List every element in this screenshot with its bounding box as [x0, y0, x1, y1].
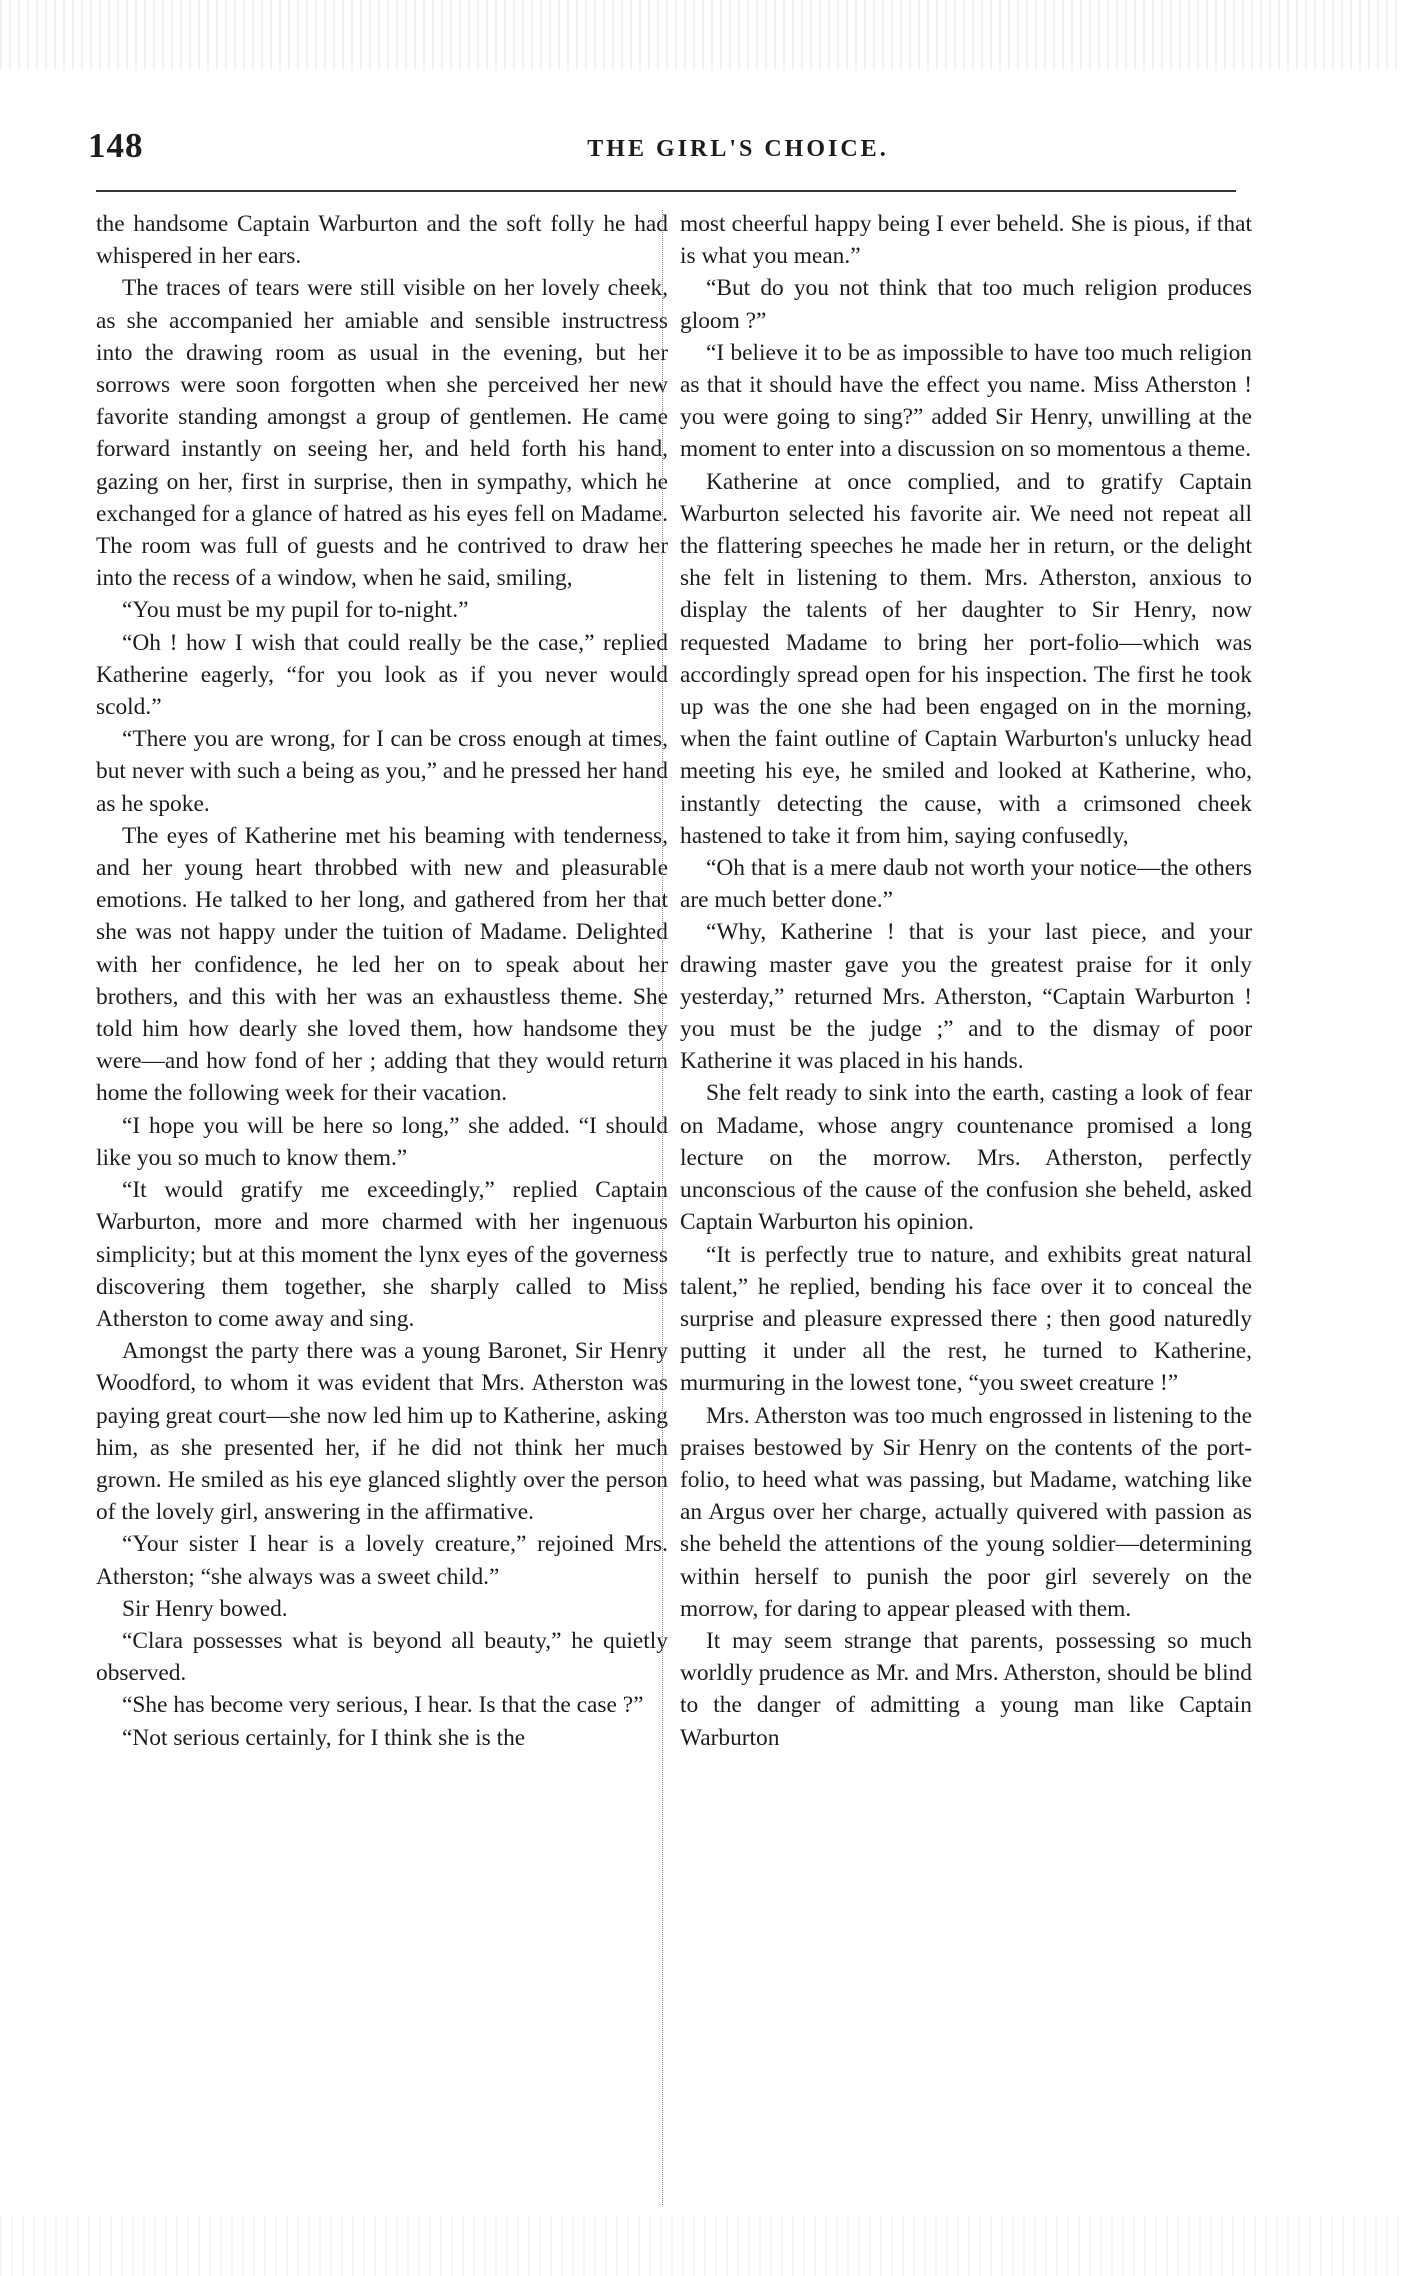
page-header — [88, 126, 1238, 176]
paragraph: “It would gratify me exceedingly,” replied Captain Warburton, more and more charmed with her ingenuous simplicity; but at this moment the lynx eyes of the governess discovering them together, she sharply called to Miss Atherston to come away and sing. — [96, 1177, 668, 1332]
header-rule — [96, 190, 1236, 192]
left-column — [96, 208, 668, 1754]
paragraph: “Your sister I hear is a lovely creature,” rejoined Mrs. Atherston; “she always was a sweet child.” — [96, 1531, 668, 1590]
paragraph: She felt ready to sink into the earth, casting a look of fear on Madame, whose angry countenance promised a long lecture on the morrow. Mrs. Atherston, perfectly unconscious of the cause of the confusion she beheld, asked Captain Warburton his opinion. — [680, 1080, 1252, 1236]
paragraph: “Why, Katherine ! that is your last piece, and your drawing master gave you the greatest praise for it only yesterday,” returned Mrs. Atherston, “Captain Warburton ! you must be the judge ;” and to the dismay of poor Katherine it was placed in his hands. — [680, 919, 1252, 1075]
paragraph: It may seem strange that parents, possessing so much worldly prudence as Mr. and Mrs. Atherston, should be blind to the danger of admitting a young man like Captain Warburton — [680, 1627, 1252, 1751]
paragraph: most cheerful happy being I ever beheld. She is pious, if that is what you mean.” — [680, 211, 1252, 270]
paragraph: Katherine at once complied, and to gratify Captain Warburton selected his favorite air. We need not repeat all the flattering speeches he made her in return, or the delight she felt in listening to them. Mrs. Atherston, anxious to display the talents of her daughter to Sir Henry, now requested Madame to bring her port-folio—which was accordingly spread open for his inspection. The first he took up was the one she had been engaged on in the morning, when the faint outline of Captain Warburton's unlucky head meeting his eye, he smiled and looked at Katherine, who, instantly detecting the cause, with a crimsoned cheek hastened to take it from him, saying confusedly, — [680, 468, 1252, 849]
paragraph: “Clara possesses what is beyond all beauty,” he quietly observed. — [96, 1627, 668, 1687]
paragraph: Sir Henry bowed. — [122, 1595, 288, 1622]
paragraph: “It is perfectly true to nature, and exhibits great natural talent,” he replied, bending his face over it to conceal the surprise and pleasure expressed there ; then good naturedly putting it under all the rest, he turned to Katherine, murmuring in the lowest tone, “you sweet creature !” — [680, 1241, 1252, 1397]
paragraph: The traces of tears were still visible on her lovely cheek, as she accompanied her amiable and sensible instructress into the drawing room as usual in the evening, but her sorrows were soon forgotten when she perceived her new favorite standing amongst a group of gentlemen. He came forward instantly on seeing her, and held forth his hand, gazing on her, first in surprise, then in sympathy, which he exchanged for a glance of hatred as his eyes fell on Madame. The room was full of guests and he contrived to draw her into the recess of a window, when he said, smiling, — [96, 275, 668, 592]
paragraph: “You must be my pupil for to-night.” — [122, 597, 469, 624]
bottom-paper-texture — [0, 2215, 1402, 2276]
paragraph: “There you are wrong, for I can be cross enough at times, but never with such a being as you,” and he pressed her hand as he spoke. — [96, 726, 668, 817]
paragraph: “I believe it to be as impossible to have too much religion as that it should have the effect you name. Miss Atherston ! you were going to sing?” added Sir Henry, unwilling at the moment to enter into a discussion on so momentous a theme. — [680, 339, 1252, 463]
running-title: THE GIRL'S CHOICE. — [587, 136, 889, 162]
paragraph: the handsome Captain Warburton and the soft folly he had whispered in her ears. — [96, 211, 668, 270]
paragraph: “Not serious certainly, for I think she is the — [122, 1724, 526, 1751]
paragraph: The eyes of Katherine met his beaming with tenderness, and her young heart throbbed with new and pleasurable emotions. He talked to her long, and gathered from her that she was not happy under the tuition of Madame. Delighted with her confidence, he led her on to speak about her brothers, and this with her was an exhaustless theme. She told him how dearly she loved them, how handsome they were—and how fond of her ; adding that they would return home the following week for their vacation. — [96, 822, 668, 1107]
page-number: 148 — [88, 126, 144, 165]
paragraph: Mrs. Atherston was too much engrossed in listening to the praises bestowed by Sir Henry on the contents of the port-folio, to heed what was passing, but Madame, watching like an Argus over her charge, actually quivered with passion as she beheld the attentions of the young soldier—determining within herself to punish the poor girl severely on the morrow, for daring to appear pleased with them. — [680, 1402, 1252, 1622]
paragraph: “I hope you will be here so long,” she added. “I should like you so much to know them.” — [96, 1112, 668, 1171]
column-divider — [662, 210, 663, 2205]
right-column — [680, 208, 1252, 1754]
paragraph: “She has become very serious, I hear. Is that the case ?” — [122, 1692, 644, 1719]
paragraph: Amongst the party there was a young Baronet, Sir Henry Woodford, to whom it was evident that Mrs. Atherston was paying great court—she now led him up to Katherine, asking him, as she presented her, if he did not think her much grown. He smiled as his eye glanced slightly over the person of the lovely girl, answering in the affirmative. — [96, 1338, 668, 1526]
paragraph: “Oh that is a mere daub not worth your notice—the others are much better done.” — [680, 855, 1252, 914]
top-paper-texture — [0, 0, 1402, 70]
paragraph: “But do you not think that too much religion produces gloom ?” — [680, 275, 1252, 334]
paragraph: “Oh ! how I wish that could really be the case,” replied Katherine eagerly, “for you look as if you never would scold.” — [96, 629, 668, 721]
